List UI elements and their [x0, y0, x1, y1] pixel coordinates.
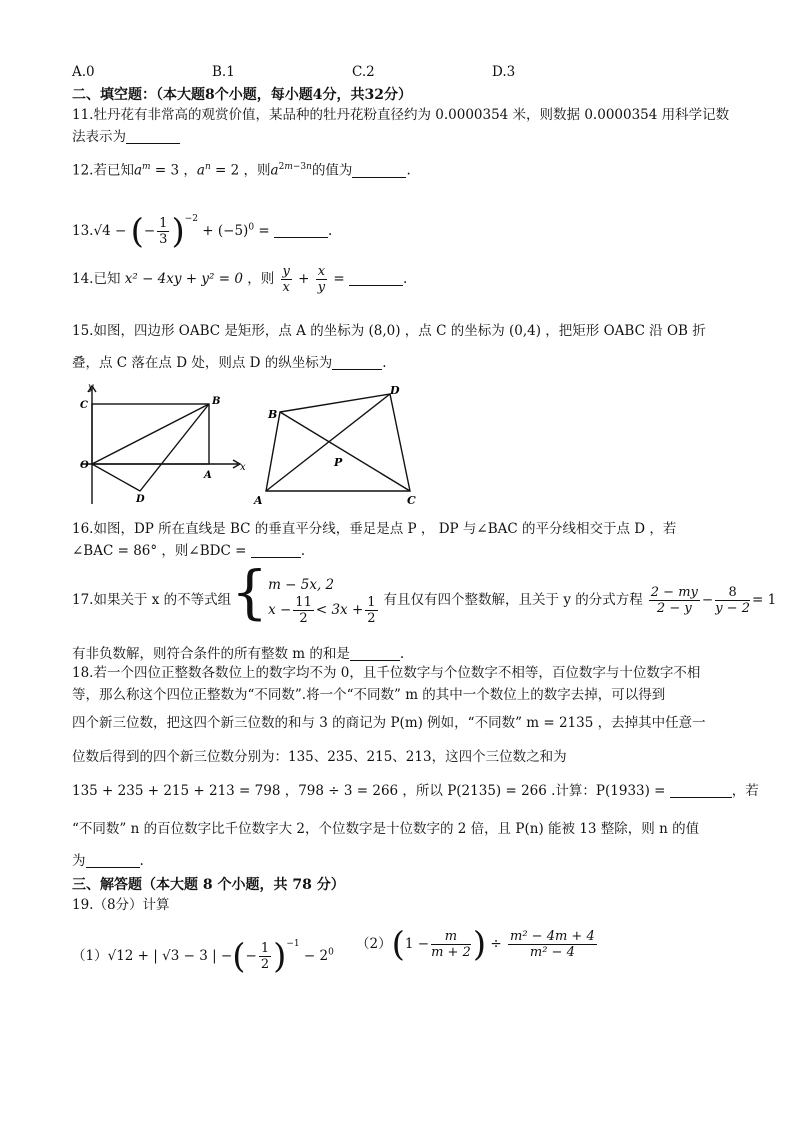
option-b: B.1 — [212, 64, 235, 80]
figure-rectangle-fold — [78, 378, 248, 508]
q18-line2: 等，那么称这个四位正整数为“不同数”.将一个“不同数” m 的其中一个数位上的数字去掉，可以得到 — [72, 687, 666, 703]
q17-blank — [350, 646, 400, 661]
fig2-label-p: P — [334, 456, 343, 469]
option-c: C.2 — [352, 64, 375, 80]
option-d: D.3 — [492, 64, 516, 80]
fig1-label-a: A — [204, 470, 212, 481]
q11-blank — [126, 129, 180, 144]
folded-triangle — [92, 404, 209, 491]
q18-line7: 为 . — [72, 853, 144, 869]
q17-line2: 有非负数解，则符合条件的所有整数 m 的和是 . — [72, 646, 405, 662]
q14: 14.已知 x² − 4xy + y² = 0 ，则 $\frac{y}{x}$ + $\frac{x}{y}$ = . — [72, 264, 408, 295]
q16-blank — [251, 543, 301, 558]
fig1-label-d: D — [136, 494, 145, 505]
q16-line2: ∠BAC = 86° ，则∠BDC = . — [72, 543, 306, 559]
fig2-label-d: D — [390, 384, 400, 397]
fig1-label-y: y — [88, 382, 94, 393]
q13-blank — [274, 223, 328, 238]
q13: 13.√4 − (− $\frac{1}{3}$ )$^{-2} + (-5)^0$ = . — [72, 211, 333, 252]
q18-blank-2 — [86, 853, 140, 868]
q18-blank-1 — [670, 783, 732, 798]
q15-line2: 叠，点 C 落在点 D 处，则点 D 的纵坐标为 . — [72, 355, 387, 371]
q11-line1: 11.牡丹花有非常高的观赏价值，某品种的牡丹花粉直径约为 0.0000354 米，则数据 0.0000354 用科学记数 — [72, 107, 730, 123]
section-3-title: 三、解答题（本大题 8 个小题，共 78 分） — [72, 877, 345, 893]
q19-part1: （1）√12 + | √3 − 3 | −(− $\frac{1}{2}$ )$^{-1} - 2^0$ — [72, 936, 334, 977]
q18-line1: 18.若一个四位正整数各数位上的数字均不为 0，且千位数字与个位数字不相等，百位数字与十位数字不相 — [72, 665, 701, 681]
option-a: A.0 — [72, 64, 95, 80]
q18-line4: 位数后得到的四个新三位数分别为：135、235、215、213，这四个三位数之和为 — [72, 749, 567, 765]
fig2-label-a: A — [254, 494, 263, 507]
fig1-label-o: O — [80, 460, 89, 471]
q16-line1: 16.如图，DP 所在直线是 BC 的垂直平分线，垂足是点 P ， DP 与∠BAC 的平分线相交于点 D ，若 — [72, 521, 677, 537]
section-2-title: 二、填空题：（本大题8个小题，每小题4分，共32分） — [72, 87, 412, 103]
fig1-label-x: x — [240, 462, 246, 473]
q17: 17.如果关于 x 的不等式组{ m − 5x, 2 x − $\frac{11}{2}$ < 3x + $\frac{1}{2}$ 有且仅有四个整数解，且关于 y 的分式方程 $\frac{2 - my}{2 - y}$ − $\frac{8}{y - 2}$ = 1 — [72, 558, 777, 626]
fig1-label-b: B — [212, 396, 221, 407]
diagonal-ob — [92, 404, 209, 464]
quadrilateral-bdca — [266, 394, 410, 491]
fig2-label-b: B — [268, 408, 278, 421]
q18-line6: “不同数” n 的百位数字比千位数字大 2，个位数字是十位数字的 2 倍，且 P(n) 能被 13 整除，则 n 的值 — [72, 821, 700, 837]
q11-line2: 法表示为 — [72, 128, 180, 146]
q12: 12.若已知$a^m = 3$ ，$a^n = 2$ ，则$a^{2m-3n}$的值为 . — [72, 162, 411, 179]
q19-head: 19.（8分）计算 — [72, 897, 170, 913]
q14-blank — [349, 271, 403, 286]
q15-line1: 15.如图，四边形 OABC 是矩形，点 A 的坐标为 (8,0) ，点 C 的坐标为 (0,4) ，把矩形 OABC 沿 OB 折 — [72, 323, 706, 339]
q15-blank — [332, 355, 382, 370]
q18-line5: 135 + 235 + 215 + 213 = 798 ，798 ÷ 3 = 266 ，所以 P(2135) = 266 .计算：P(1933) = ，若 — [72, 783, 759, 799]
figure-quadrilateral — [252, 380, 432, 508]
fig2-label-c: C — [407, 494, 416, 507]
fig1-label-c: C — [80, 400, 88, 411]
q18-line3: 四个新三位数，把这四个新三位数的和与 3 的商记为 P(m) 例如，“不同数” m = 2135 ，去掉其中任意一 — [72, 715, 706, 731]
segment-bc — [280, 412, 410, 491]
segment-ad — [266, 394, 390, 491]
q19-part2: （2）(1 − $\frac{m}{m + 2}$ ) ÷ $\frac{\text{m² − 4m + 4}}{\text{m² − 4}}$ — [356, 924, 595, 965]
q12-blank — [352, 163, 406, 178]
